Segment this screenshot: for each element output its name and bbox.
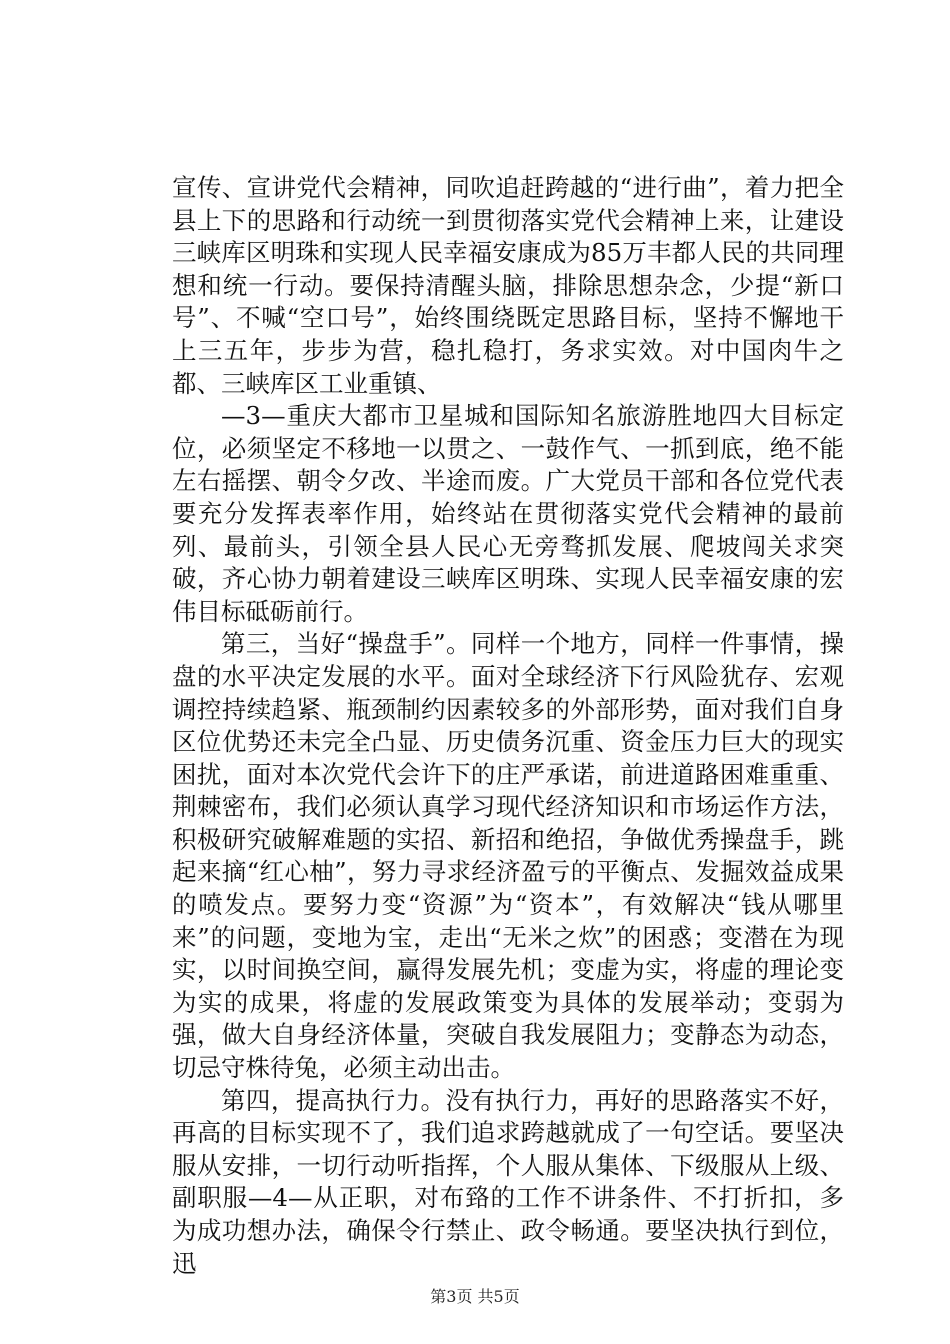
page-footer: 第3页 共5页 bbox=[430, 1287, 520, 1306]
paragraph-4: 第四，提高执行力。没有执行力，再好的思路落实不好，再高的目标实现不了，我们追求跨越就成了一句空话。要坚决服从安排，一切行动听指挥，个人服从集体、下级服从上级、副职服—4—从正职，对布臵的工作不讲条件、不打折扣，多为成功想办法，确保令行禁止、政令畅通。要坚决执行到位，迅 bbox=[172, 1085, 844, 1278]
paragraph-3: 第三，当好“操盘手”。同样一个地方，同样一件事情，操盘的水平决定发展的水平。面对全球经济下行风险犹存、宏观调控持续趋紧、瓶颈制约因素较多的外部形势，面对我们自身区位优势还未完全凸显、历史债务沉重、资金压力巨大的现实困扰，面对本次党代会许下的庄严承诺，前进道路困难重重、荆棘密布，我们必须认真学习现代经济知识和市场运作方法，积极研究破解难题的实招、新招和绝招，争做优秀操盘手，跳起来摘“红心柚”，努力寻求经济盈亏的平衡点、发掘效益成果的喷发点。要努力变“资源”为“资本”，有效解决“钱从哪里来”的问题，变地为宝，走出“无米之炊”的困惑；变潜在为现实，以时间换空间，赢得发展先机；变虚为实，将虚的理论变为实的成果，将虚的发展政策变为具体的发展举动；变弱为强，做大自身经济体量，突破自我发展阻力；变静态为动态，切忌守株待兔，必须主动出击。 bbox=[172, 629, 844, 1083]
body-text bbox=[172, 172, 844, 1280]
paragraph-2: —3—重庆大都市卫星城和国际知名旅游胜地四大目标定位，必须坚定不移地一以贯之、一鼓作气、一抓到底，绝不能左右摇摆、朝令夕改、半途而废。广大党员干部和各位党代表要充分发挥表率作用，始终站在贯彻落实党代会精神的最前列、最前头，引领全县人民心无旁骛抓发展、爬坡闯关求突破，齐心协力朝着建设三峡库区明珠、实现人民幸福安康的宏伟目标砥砺前行。 bbox=[172, 401, 844, 626]
paragraph-1: 宣传、宣讲党代会精神，同吹追赶跨越的“进行曲”，着力把全县上下的思路和行动统一到贯彻落实党代会精神上来，让建设三峡库区明珠和实现人民幸福安康成为85万丰都人民的共同理想和统一行动。要保持清醒头脑，排除思想杂念，少提“新口号”、不喊“空口号”，始终围绕既定思路目标，坚持不懈地干上三五年，步步为营，稳扎稳打，务求实效。对中国肉牛之都、三峡库区工业重镇、 bbox=[172, 173, 844, 398]
